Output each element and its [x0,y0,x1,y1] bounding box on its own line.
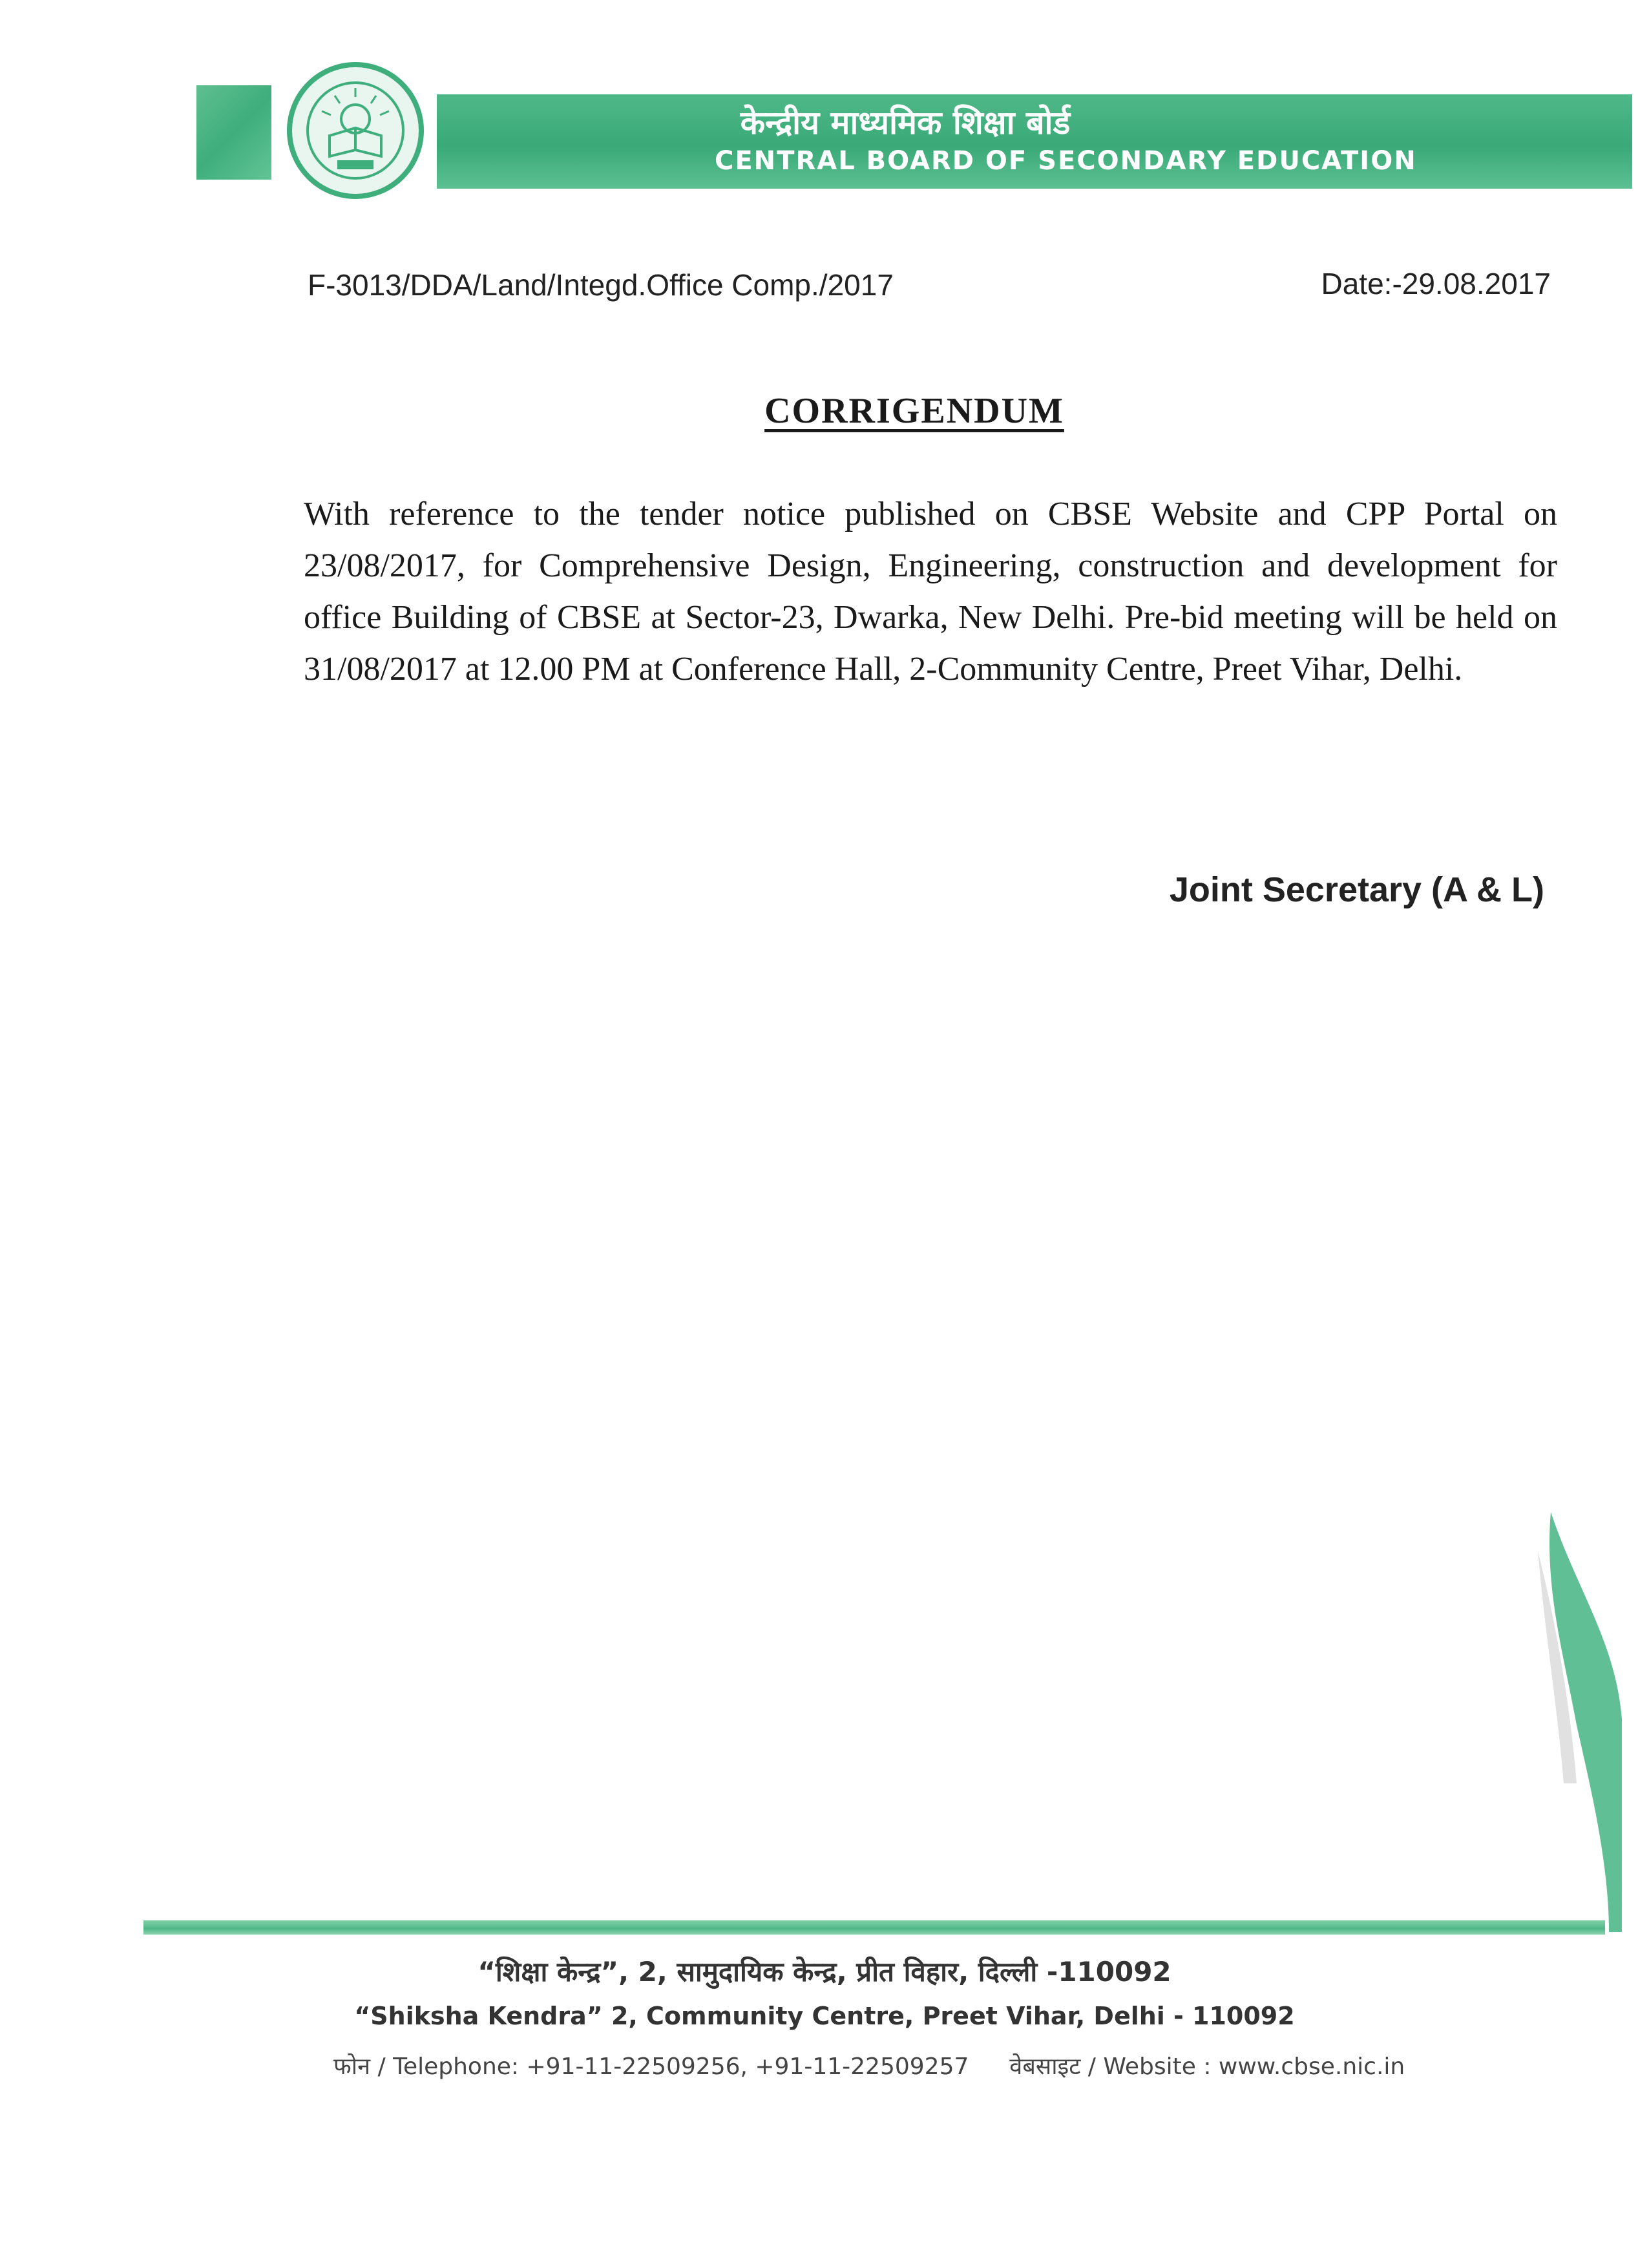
document-date: Date:-29.08.2017 [1321,267,1551,300]
org-name-hindi: केन्द्रीय माध्यमिक शिक्षा बोर्ड [740,104,1071,142]
org-name-english: CENTRAL BOARD OF SECONDARY EDUCATION [715,146,1417,176]
document-title: CORRIGENDUM [764,391,1064,431]
website-label: वेबसाइट / Website : [1009,2053,1212,2080]
telephone-numbers: +91-11-22509256, +91-11-22509257 [526,2053,969,2080]
letterhead-band-left [196,85,271,180]
signatory-designation: Joint Secretary (A & L) [1169,870,1544,909]
body-paragraph: With reference to the tender notice published on CBSE Website and CPP Portal on 23/08/2017, for Comprehensive Design, Engineering, construction and development for office Building of CBSE at Sector-23, Dwarka, New Delhi. Pre-bid meeting will be held on 31/08/2017 at 12.00 PM at Conference Hall, 2-Community Centre, Preet Vihar, Delhi. [304,496,1557,688]
website-link[interactable]: www.cbse.nic.in [1218,2053,1405,2080]
telephone-label: फोन / Telephone: [333,2053,520,2080]
edge-decoration-icon [1538,1512,1628,1932]
file-reference: F-3013/DDA/Land/Integd.Office Comp./2017 [308,268,894,302]
footer-divider [143,1920,1605,1935]
cbse-emblem-icon [284,59,426,202]
footer-address-english: “Shiksha Kendra” 2, Community Centre, Preet Vihar, Delhi - 110092 [354,2002,1295,2030]
letterhead-band [437,94,1632,189]
footer-contact [333,2050,1405,2081]
footer-address-hindi: “शिक्षा केन्द्र”, 2, सामुदायिक केन्द्र, प्रीत विहार, दिल्ली -110092 [478,1956,1171,1988]
